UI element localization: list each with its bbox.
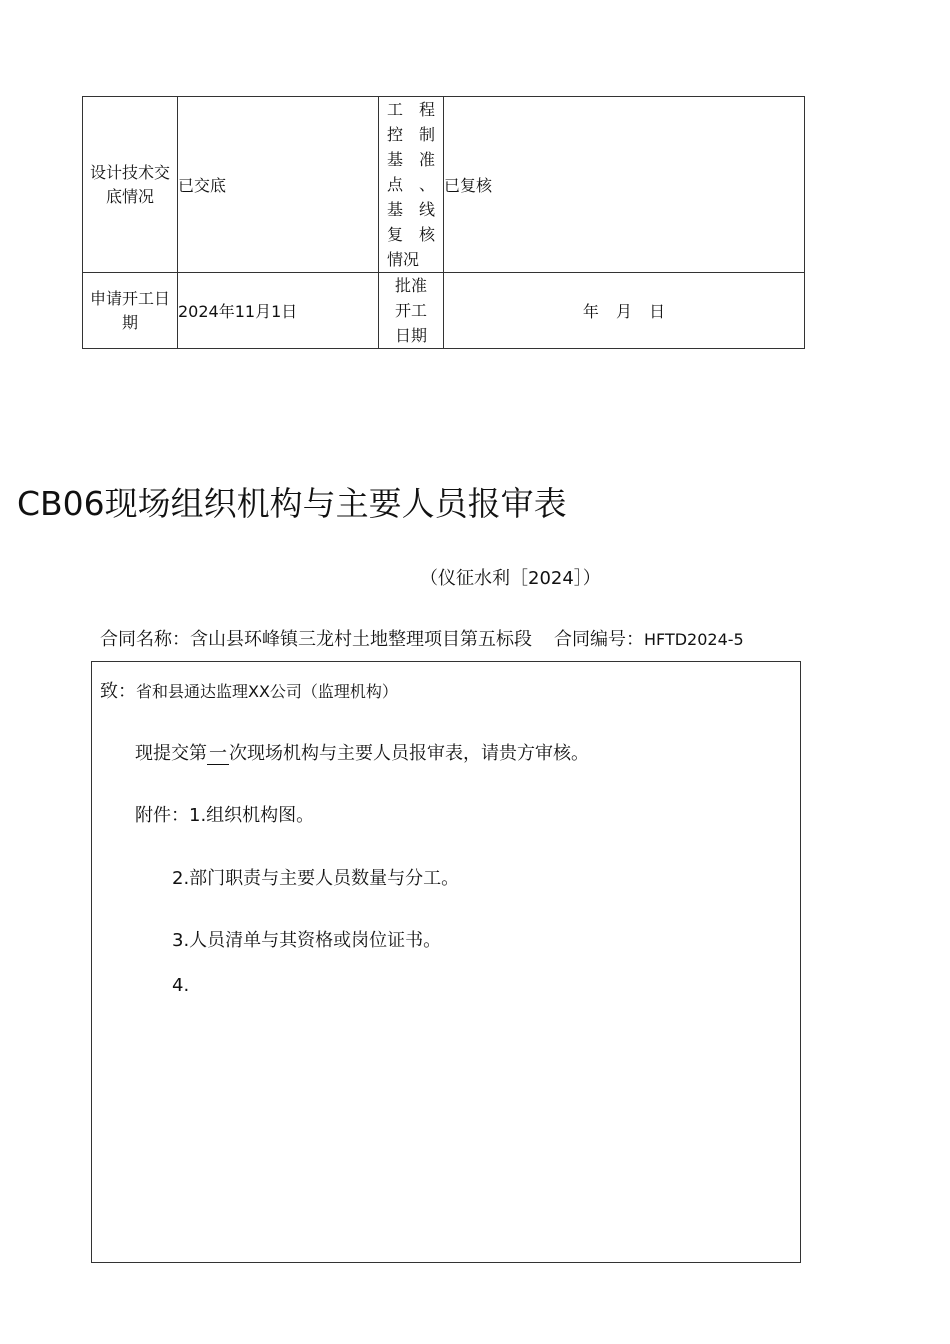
date-day-label: 日: [649, 302, 666, 321]
contract-info: [100, 625, 744, 651]
attachment-item: 2.部门职责与主要人员数量与分工。: [172, 868, 460, 889]
submit-suffix: 次现场机构与主要人员报审表，请贵方审核。: [229, 743, 589, 764]
date-month-label: 月: [615, 302, 632, 321]
apply-start-date-label: 申请开工日期: [83, 273, 178, 349]
to-label: 致：: [100, 681, 136, 702]
table-row: [83, 97, 805, 273]
approved-start-date-label: [379, 273, 444, 349]
control-point-line: 复核: [387, 225, 435, 244]
attachment-item: 1.组织机构图。: [189, 805, 315, 826]
submission-count-blank: 一: [209, 743, 227, 764]
apply-start-date-value: 2024年11月1日: [178, 273, 379, 349]
attachment-item: 3.人员清单与其资格或岗位证书。: [172, 930, 442, 951]
date-year-label: 年: [582, 302, 599, 321]
attachments-line: [135, 801, 314, 827]
control-point-line: 工程: [387, 100, 435, 119]
recipient-line: [100, 677, 398, 703]
submission-statement: [135, 739, 589, 765]
control-point-line: 情况: [387, 250, 420, 269]
contract-name-value: 含山县环峰镇三龙村土地整理项目第五标段: [190, 629, 532, 650]
design-disclosure-value: 已交底: [178, 97, 379, 273]
submit-prefix: 现提交第: [135, 743, 207, 764]
control-point-line: 基线: [387, 200, 435, 219]
approved-date-line: 开工: [394, 301, 427, 320]
table-row: [83, 273, 805, 349]
control-point-check-value: 已复核: [444, 97, 805, 273]
contract-name-label: 合同名称：: [100, 629, 190, 650]
attachments-label: 附件：: [135, 805, 189, 826]
control-point-line: 控制: [387, 125, 435, 144]
contract-number-value: HFTD2024-5: [644, 630, 744, 649]
design-disclosure-label: 设计技术交底情况: [83, 97, 178, 273]
page-title: CB06现场组织机构与主要人员报审表: [17, 484, 567, 523]
submission-form: [91, 661, 801, 1263]
attachment-item: 4.: [172, 975, 190, 996]
document-number: （仪征水利［2024］）: [420, 568, 601, 589]
project-info-table: [82, 96, 805, 349]
recipient-value: 省和县通达监理XX公司（监理机构）: [136, 682, 398, 701]
approved-start-date-value: [444, 273, 805, 349]
contract-number-label: 合同编号：: [554, 629, 644, 650]
approved-date-line: 批准: [394, 276, 427, 295]
control-point-line: 点、: [387, 175, 435, 194]
approved-date-line: 日期: [394, 326, 427, 345]
control-point-line: 基准: [387, 150, 435, 169]
control-point-check-label: [379, 97, 444, 273]
